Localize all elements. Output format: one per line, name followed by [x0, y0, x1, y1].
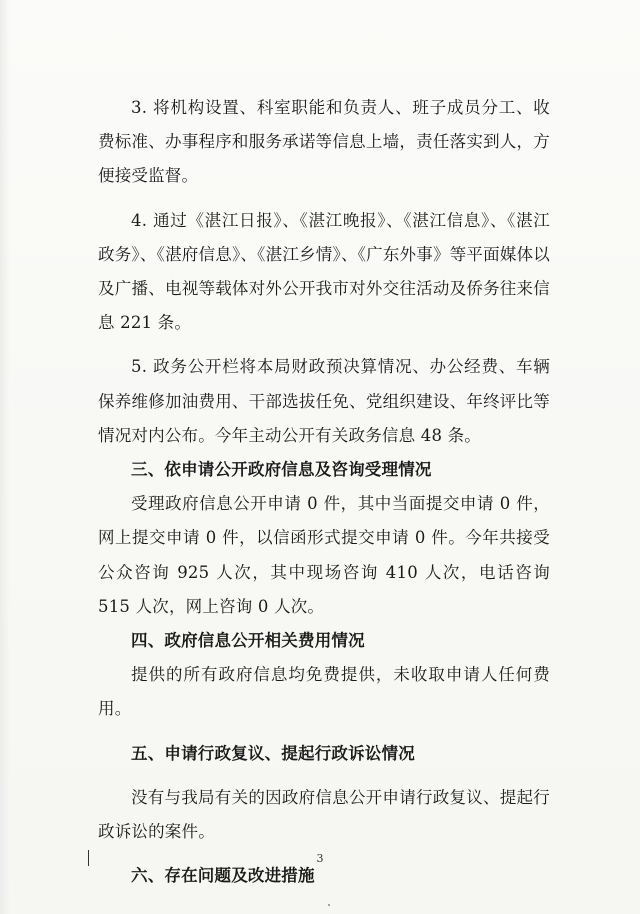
paragraph-item-3: 3. 将机构设置、科室职能和负责人、班子成员分工、收费标准、办事程序和服务承诺等信息上墙，责任落实到人，方便接受监督。	[98, 98, 550, 186]
section-heading-6: 六、存在问题及改进措施	[131, 866, 315, 886]
scan-speck	[328, 904, 330, 906]
section-heading-5: 五、申请行政复议、提起行政诉讼情况	[131, 743, 415, 763]
scan-edge-shadow	[0, 0, 10, 914]
paragraph-item-5: 5. 政务公开栏将本局财政预决算情况、办公经费、车辆保养维修加油费用、干部选拔任免、党组织建设、年终评比等情况对内公布。今年主动公开有关政务信息 48 条。	[98, 357, 550, 445]
page-number: 3	[316, 852, 324, 865]
section-heading-3: 三、依申请公开政府信息及咨询受理情况	[131, 460, 432, 480]
paragraph-item-4: 4. 通过《湛江日报》、《湛江晚报》、《湛江信息》、《湛江政务》、《湛府信息》、《湛江乡情》、《广东外事》等平面媒体以及广播、电视等载体对外公开我市对外交往活动及侨务往来信息 221 条。	[98, 210, 550, 333]
paragraph-review-litigation: 没有与我局有关的因政府信息公开申请行政复议、提起行政诉讼的案件。	[98, 787, 550, 842]
document-body	[98, 91, 550, 893]
section-heading-4: 四、政府信息公开相关费用情况	[131, 631, 365, 651]
paragraph-application-requests: 受理政府信息公开申请 0 件，其中当面提交申请 0 件，网上提交申请 0 件，以信函形式提交申请 0 件。今年共接受公众咨询 925 人次，其中现场咨询 410 人次，电话咨询 515 人次，网上咨询 0 人次。	[98, 494, 550, 616]
paragraph-fees: 提供的所有政府信息均免费提供，未收取申请人任何费用。	[98, 665, 550, 719]
